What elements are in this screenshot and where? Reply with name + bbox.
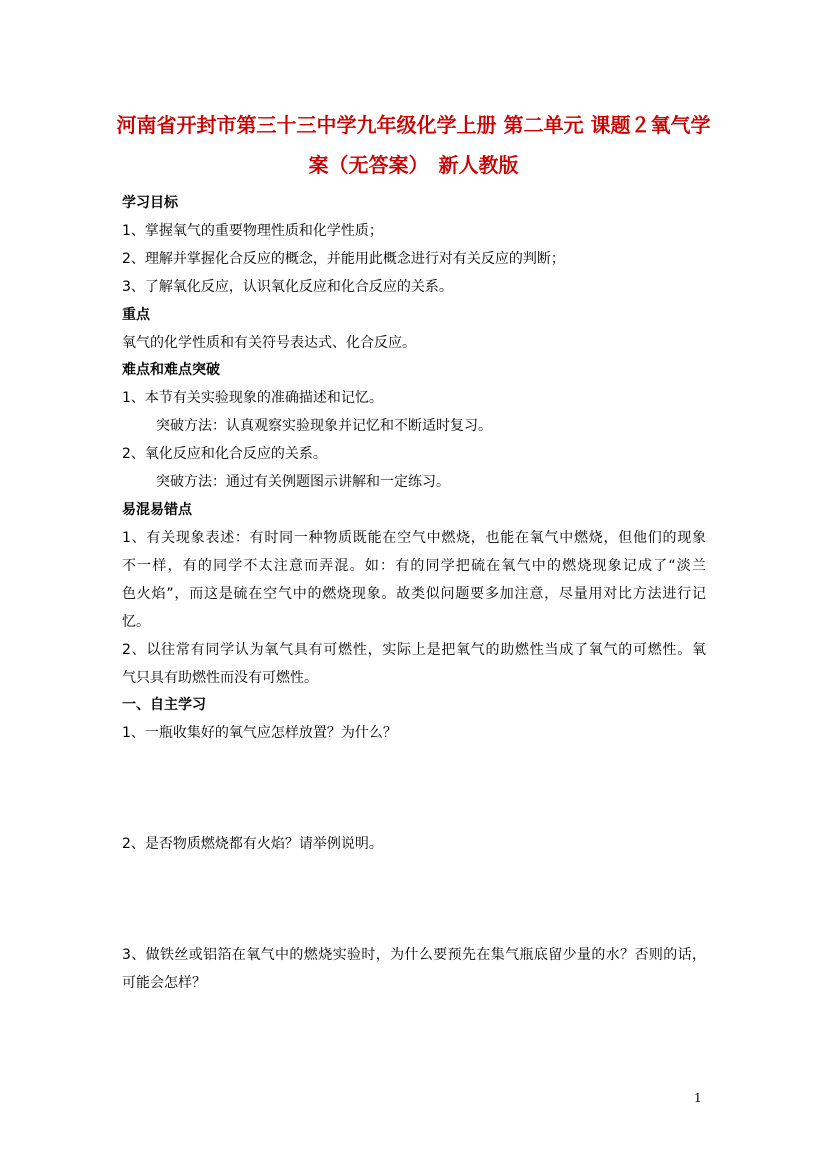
objective-item-2: 2、理解并掌握化合反应的概念，并能用此概念进行对有关反应的判断；	[122, 251, 565, 267]
self-study-question-3-line-1: 3、做铁丝或铝箔在氧气中的燃烧实验时，为什么要预先在集气瓶底留少量的水？否则的话，	[122, 947, 706, 963]
difficulty-item-2: 2、氧化反应和化合反应的关系。	[122, 446, 327, 462]
difficulty-item-1: 1、本节有关实验现象的准确描述和记忆。	[122, 390, 383, 406]
difficulty-method-2: 突破方法：通过有关例题图示讲解和一定练习。	[156, 474, 450, 490]
key-points-heading: 重点	[122, 307, 150, 323]
objective-item-3: 3、了解氧化反应，认识氧化反应和化合反应的关系。	[122, 279, 453, 295]
key-points-text: 氧气的化学性质和有关符号表达式、化合反应。	[122, 335, 416, 351]
confusion-paragraph-1-line-1: 1、有关现象表述：有时同一种物质既能在空气中燃烧，也能在氧气中燃烧，但他们的现象	[122, 530, 706, 546]
confusions-heading: 易混易错点	[122, 502, 192, 518]
objective-item-1: 1、掌握氧气的重要物理性质和化学性质；	[122, 223, 383, 239]
self-study-heading: 一、自主学习	[122, 697, 206, 713]
objectives-heading: 学习目标	[122, 195, 178, 211]
confusion-paragraph-1-line-2: 不一样，有的同学不太注意而弄混。如：有的同学把硫在氧气中的燃烧现象记成了“淡兰	[122, 558, 706, 574]
self-study-question-2: 2、是否物质燃烧都有火焰？请举例说明。	[122, 836, 383, 852]
page-number: 1	[694, 1091, 702, 1105]
difficulty-method-1: 突破方法：认真观察实验现象并记忆和不断适时复习。	[156, 418, 492, 434]
confusion-paragraph-1-line-4: 忆。	[122, 614, 150, 630]
difficulties-heading: 难点和难点突破	[122, 362, 220, 378]
document-title-line-2: 案（无答案） 新人教版	[308, 153, 519, 177]
confusion-paragraph-1-line-3: 色火焰”，而这是硫在空气中的燃烧现象。故类似问题要多加注意，尽量用对比方法进行记	[122, 586, 706, 602]
document-title-line-1: 河南省开封市第三十三中学九年级化学上册 第二单元 课题２氧气学	[116, 113, 711, 137]
self-study-question-3-line-2: 可能会怎样？	[122, 975, 206, 991]
self-study-question-1: 1、一瓶收集好的氧气应怎样放置？为什么？	[122, 725, 397, 741]
confusion-paragraph-2-line-1: 2、以往常有同学认为氧气具有可燃性，实际上是把氧气的助燃性当成了氧气的可燃性。氧	[122, 642, 706, 658]
confusion-paragraph-2-line-2: 气只具有助燃性而没有可燃性。	[122, 670, 318, 686]
